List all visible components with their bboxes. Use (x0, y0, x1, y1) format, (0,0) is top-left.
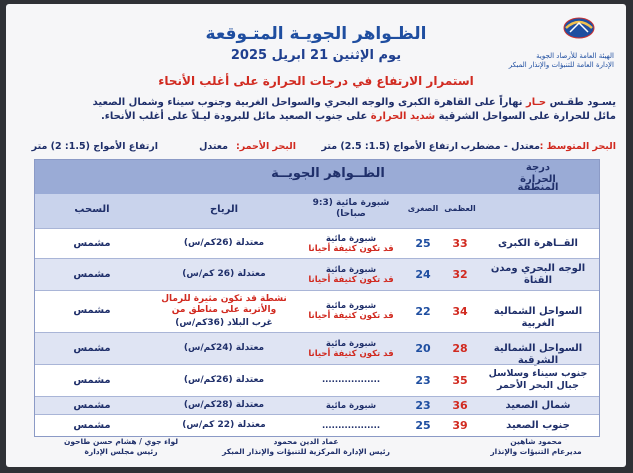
cell-cloud: مشمس (73, 375, 111, 386)
cell-region: جنوب الصعيد (506, 420, 570, 431)
cell-fog: قد تكون كثيفة أحيانا (308, 349, 394, 359)
cell-region: جنوب سيناء وسلاسل جبال البحر الأحمر (488, 368, 588, 391)
cell-fog: شبورة مائية (325, 234, 377, 244)
col-cloud: السحب (74, 204, 110, 215)
cell-region: القــاهرة الكبرى (498, 238, 578, 249)
cell-line_b: نهاراً على القاهرة الكبرى والوجه البحري والسواحل الغربية وجنوب سيناء وشمال الصعيد (92, 97, 526, 108)
table-row (35, 228, 599, 259)
signature-1 (466, 437, 606, 457)
cell-max: 28 (452, 342, 468, 355)
organization-name (484, 52, 614, 70)
cell-s_name: محمود شاهين (510, 437, 562, 446)
cell-wind: معتدلة (28كم/س) (183, 400, 265, 410)
cell-wind: معتدلة (24كم/س) (183, 343, 265, 353)
cell-cloud: مشمس (73, 420, 111, 431)
cell-cloud: مشمس (73, 343, 111, 354)
cell-org_line: الهيئة العامة للأرصاد الجوية (536, 52, 614, 60)
cell-fog: شبورة مائية (325, 339, 377, 349)
table-header (35, 160, 599, 228)
signature-2 (206, 437, 406, 457)
red-sea-state: معتدل (199, 141, 228, 152)
cell-min: 23 (415, 374, 431, 387)
table-row (35, 332, 599, 365)
cell-max: 34 (452, 305, 468, 318)
cell-s_name: عماد الدين محمود (273, 437, 339, 446)
col-min: الصغرى (407, 204, 439, 213)
col-fog: شبورة مائية (9:3 صباحا) (312, 198, 390, 219)
cell-max: 36 (452, 399, 468, 412)
cell-line_hot: حـار (525, 97, 547, 108)
headline: استمرار الارتفاع في درجات الحرارة على أغلب الأنحاء (158, 74, 474, 88)
forecast-sheet (6, 4, 626, 467)
cell-region: الوجه البحري ومدن القناة (490, 263, 586, 286)
cell-region: السواحل الشمالية الشرقية (493, 343, 583, 366)
cell-wind: معتدلة (26كم/س) (183, 238, 265, 248)
cell-region: شمال الصعيد (505, 400, 571, 411)
red-sea-label: البحر الأحمر: (235, 141, 296, 152)
cell-wind: معتدلة (26 كم/س) (182, 269, 266, 279)
table-row (35, 364, 599, 397)
forecast-table (34, 159, 600, 437)
col-region: المنطقة (517, 182, 559, 193)
cell-line_a: مائل للحرارة على السواحل الشرقية (435, 111, 616, 122)
forecast-date: يوم الإثنين 21 ابريل 2025 (230, 48, 402, 63)
cell-min: 25 (415, 237, 431, 250)
cell-wind: نشطة قد تكون مثيرة للرمال والأتربة على مناطق من (161, 294, 287, 315)
red-sea-waves: ارتفاع الأمواج (1.5: 2) متر (31, 141, 158, 152)
cell-fog: .................. (321, 375, 381, 385)
group-title: الظــواهر الجويــة (271, 166, 385, 181)
cell-cloud: مشمس (73, 400, 111, 411)
med-sea-state: معتدل - مضطرب (460, 141, 540, 152)
med-sea-label: البحر المتوسط : (539, 141, 616, 152)
cell-fog: شبورة مائية (325, 265, 377, 275)
cell-cloud: مشمس (73, 238, 111, 249)
table-row (35, 414, 599, 437)
summary-text (16, 96, 616, 124)
cell-fog: قد تكون كثيفة أحيانا (308, 311, 394, 321)
cell-min: 20 (415, 342, 431, 355)
cell-min: 25 (415, 419, 431, 432)
cell-wind: معتدلة (22 كم/س) (182, 420, 266, 430)
temp-title: درجة الحرارة (520, 162, 556, 185)
cell-line_a: يسـود طقـس (546, 97, 616, 108)
cell-max: 39 (452, 419, 468, 432)
cell-fog: شبورة مائية (325, 401, 377, 411)
cell-max: 33 (452, 237, 468, 250)
cell-line_hot: شديد الحرارة (370, 111, 436, 122)
cell-max: 32 (452, 268, 468, 281)
cell-min: 24 (415, 268, 431, 281)
page-title: الظـواهر الجويـة المتـوقعة (205, 24, 427, 44)
cell-org_line: الإدارة العامة للتنبؤات والإنذار المبكر (508, 61, 614, 69)
cell-fog: قد تكون كثيفة أحيانا (308, 244, 394, 254)
col-max: العظمى (444, 204, 476, 213)
cell-fog: قد تكون كثيفة أحيانا (308, 275, 394, 285)
cell-max: 35 (452, 374, 468, 387)
signature-3 (46, 437, 196, 457)
col-wind: الرياح (209, 204, 239, 215)
cell-cloud: مشمس (73, 269, 111, 280)
cell-region: السواحل الشمالية الغربية (493, 306, 583, 329)
cell-min: 22 (415, 305, 431, 318)
cell-fog: شبورة مائية (325, 301, 377, 311)
med-sea-waves: ارتفاع الأمواج (1.5: 2.5) متر (321, 141, 458, 152)
cell-s_title: مديرعام التنبؤات والإنذار (490, 447, 582, 456)
cell-s_title: رئيس الإدارة المركزية للتنبؤات والإنذار المبكر (222, 447, 390, 456)
cell-min: 23 (415, 399, 431, 412)
cell-fog: .................. (321, 421, 381, 431)
cell-line_b: على جنوب الصعيد مائل للبرودة ليـلاً على أغلب الأنحاء. (100, 111, 371, 122)
table-row (35, 258, 599, 291)
ema-logo-icon (560, 14, 598, 50)
cell-s_title: رئيس مجلس الإدارة (84, 447, 158, 456)
cell-s_name: لواء جوي / هشام حسن طاحون (63, 437, 179, 446)
cell-wind: معتدلة (26كم/س) (183, 375, 265, 385)
cell-cloud: مشمس (73, 305, 111, 316)
table-row (35, 290, 599, 333)
table-row (35, 396, 599, 415)
cell-wind: غرب البلاد (36كم/س) (175, 318, 273, 328)
